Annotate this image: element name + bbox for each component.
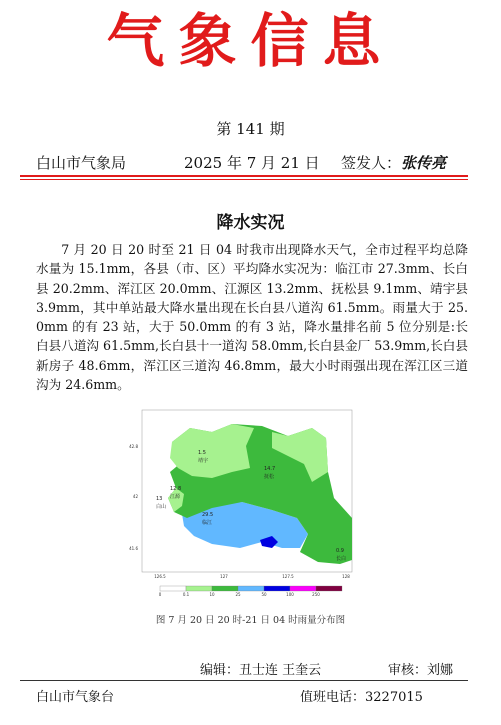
station-name: 靖宇 [198,458,209,464]
map-caption: 图 7 月 20 日 20 时-21 日 04 时雨量分布图 [155,615,346,626]
y-tick: 42 [132,494,138,499]
legend-label: 50 [261,592,267,597]
editors: 编辑：丑士连 王奎云 [200,663,322,678]
legend-swatch [264,586,290,591]
station-name: 抚松 [264,474,275,480]
y-tick: 42.8 [129,444,138,449]
issue-number: 第 141 期 [216,120,285,138]
legend-swatch [290,586,316,591]
station-name: 长白 [336,556,347,562]
legend-label: 100 [286,592,294,597]
legend-swatch [316,586,342,591]
station-value: 0.9 [336,548,344,554]
rainfall-map-svg [112,402,362,602]
x-tick: 128 [342,574,350,579]
legend-swatch [186,586,212,591]
legend-swatch [160,586,186,591]
x-tick: 126.5 [154,574,166,579]
header-rule-thin [20,179,468,180]
station-value: 14.7 [264,466,276,472]
header-rule [20,175,468,177]
station-name: 临江 [202,520,213,526]
legend-swatch [238,586,264,591]
signer [341,152,446,173]
section-heading: 降水实况 [216,213,285,233]
legend-label: 0 [158,592,162,597]
duty-phone: 值班电话：3227015 [300,690,423,705]
y-tick: 41.6 [129,546,138,551]
station-value: 1.5 [198,450,206,456]
reviewer: 审核：刘娜 [388,663,454,678]
issue-date: 2025 年 7 月 21 日 [184,154,320,172]
x-tick: 127.5 [282,574,294,579]
report-body: 7 月 20 日 20 时至 21 日 04 时我市出现降水天气，全市过程平均总降水量为 15.1mm，各县（市、区）平均降水实况为：临江市 27.3mm、长白县 20.2mm、浑江区 20.0mm、江源区 13.2mm、抚松县 9.1mm、靖宇县 3.9mm，其中单站最大降水量出现在长白县八道沟 61.5mm。雨量大于 25.0mm 的有 23 站，大于 50.0mm 的有 3 站，降水量排名前 5 位分别是:长白县八道沟 61.5mm,长白县十一道沟 58.0mm,长白县金厂 53.9mm,长白县新房子 48.6mm，浑江区三道沟 46.8mm，最大小时雨强出现在浑江区三道沟为 24.6mm。 [36,242,468,393]
station-name: 江源 [170,494,181,500]
legend-label: 25 [235,592,241,597]
legend-swatch [212,586,238,591]
x-tick: 127 [220,574,228,579]
legend-label: 0.1 [182,592,190,597]
signer-name: 张传亮 [401,154,447,172]
footer-rule [20,680,468,681]
station-name: 白山 [156,504,167,510]
signer-label: 签发人： [341,154,402,172]
rainfall-map [112,402,362,602]
legend-label: 10 [209,592,215,597]
issuing-office: 白山市气象局 [36,154,127,172]
station-value: 12.8 [170,486,182,492]
station-value: 29.5 [202,512,214,518]
station-value: 13 [156,496,163,502]
footer-org: 白山市气象台 [36,690,115,705]
legend-label: 250 [312,592,320,597]
masthead-title: 气象信息 [106,7,395,75]
